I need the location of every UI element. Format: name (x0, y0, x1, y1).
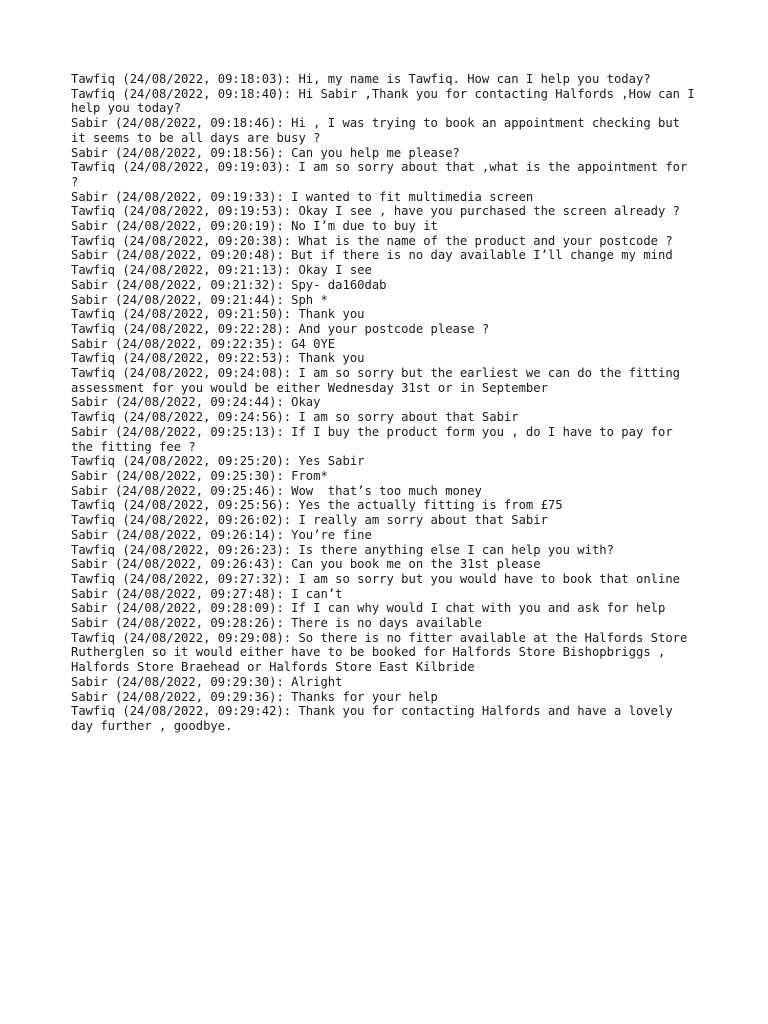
transcript-line: Sabir (24/08/2022, 09:21:32): Spy- da160dab (71, 277, 387, 292)
transcript-line: Sabir (24/08/2022, 09:28:26): There is no days available (71, 616, 482, 631)
transcript-line: Tawfiq (24/08/2022, 09:29:08): So there is no fitter available at the Halfords Store Rutherglen so it would either have to be booked for Halfords Store Bishopbriggs , Halfords Store Braehead or Halfords Store East Kilbride (71, 630, 695, 675)
document-page (71, 72, 701, 734)
transcript-line: Sabir (24/08/2022, 09:24:44): Okay (71, 395, 321, 410)
transcript-line: Sabir (24/08/2022, 09:18:56): Can you help me please? (71, 145, 460, 160)
transcript-line: Tawfiq (24/08/2022, 09:24:56): I am so sorry about that Sabir (71, 410, 519, 425)
transcript-line: Sabir (24/08/2022, 09:20:19): No I’m due to buy it (71, 219, 438, 234)
transcript-line: Tawfiq (24/08/2022, 09:25:56): Yes the actually fitting is from £75 (71, 498, 563, 513)
transcript-line: Tawfiq (24/08/2022, 09:29:42): Thank you for contacting Halfords and have a lovely day further , goodbye. (71, 704, 681, 733)
transcript-line: Tawfiq (24/08/2022, 09:21:50): Thank you (71, 307, 365, 322)
transcript-line: Tawfiq (24/08/2022, 09:27:32): I am so sorry but you would have to book that online (71, 571, 681, 586)
transcript-line: Tawfiq (24/08/2022, 09:21:13): Okay I see (71, 263, 372, 278)
transcript-line: Sabir (24/08/2022, 09:25:46): Wow that’s too much money (71, 483, 482, 498)
transcript-line: Sabir (24/08/2022, 09:29:30): Alright (71, 674, 343, 689)
transcript-line: Sabir (24/08/2022, 09:18:46): Hi , I was trying to book an appointment checking but it seems to be all days are busy ? (71, 116, 688, 145)
transcript-line: Tawfiq (24/08/2022, 09:19:53): Okay I see , have you purchased the screen already ? (71, 204, 681, 219)
chat-transcript (71, 72, 701, 734)
transcript-line: Tawfiq (24/08/2022, 09:25:20): Yes Sabir (71, 454, 365, 469)
transcript-line: Tawfiq (24/08/2022, 09:20:38): What is the name of the product and your postcode ? (71, 233, 673, 248)
transcript-line: Sabir (24/08/2022, 09:25:30): From* (71, 468, 328, 483)
transcript-line: Sabir (24/08/2022, 09:26:14): You’re fine (71, 527, 372, 542)
transcript-line: Sabir (24/08/2022, 09:27:48): I can’t (71, 586, 343, 601)
transcript-line: Sabir (24/08/2022, 09:22:35): G4 0YE (71, 336, 336, 351)
transcript-line: Tawfiq (24/08/2022, 09:24:08): I am so sorry but the earliest we can do the fitting assessment for you would be either Wednesday 31st or in September (71, 366, 688, 395)
transcript-line: Sabir (24/08/2022, 09:26:43): Can you book me on the 31st please (71, 557, 541, 572)
transcript-line: Tawfiq (24/08/2022, 09:22:28): And your postcode please ? (71, 321, 490, 336)
transcript-line: Tawfiq (24/08/2022, 09:26:02): I really am sorry about that Sabir (71, 513, 548, 528)
transcript-line: Sabir (24/08/2022, 09:25:13): If I buy the product form you , do I have to pay for the fitting fee ? (71, 424, 681, 454)
transcript-line: Sabir (24/08/2022, 09:29:36): Thanks for your help (71, 689, 438, 704)
transcript-line: Sabir (24/08/2022, 09:19:33): I wanted to fit multimedia screen (71, 189, 534, 204)
transcript-line: Tawfiq (24/08/2022, 09:26:23): Is there anything else I can help you with? (71, 542, 614, 557)
transcript-line: Tawfiq (24/08/2022, 09:19:03): I am so sorry about that ,what is the appointment for ? (71, 160, 695, 189)
transcript-line: Sabir (24/08/2022, 09:28:09): If I can why would I chat with you and ask for help (71, 601, 666, 616)
transcript-line: Tawfiq (24/08/2022, 09:18:40): Hi Sabir ,Thank you for contacting Halfords ,How can I help you today? (71, 86, 703, 116)
transcript-line: Sabir (24/08/2022, 09:20:48): But if there is no day available I’ll change my mind (71, 248, 673, 263)
transcript-line: Tawfiq (24/08/2022, 09:18:03): Hi, my name is Tawfiq. How can I help you today? (71, 72, 651, 86)
transcript-line: Tawfiq (24/08/2022, 09:22:53): Thank you (71, 351, 365, 366)
transcript-line: Sabir (24/08/2022, 09:21:44): Sph * (71, 292, 328, 307)
